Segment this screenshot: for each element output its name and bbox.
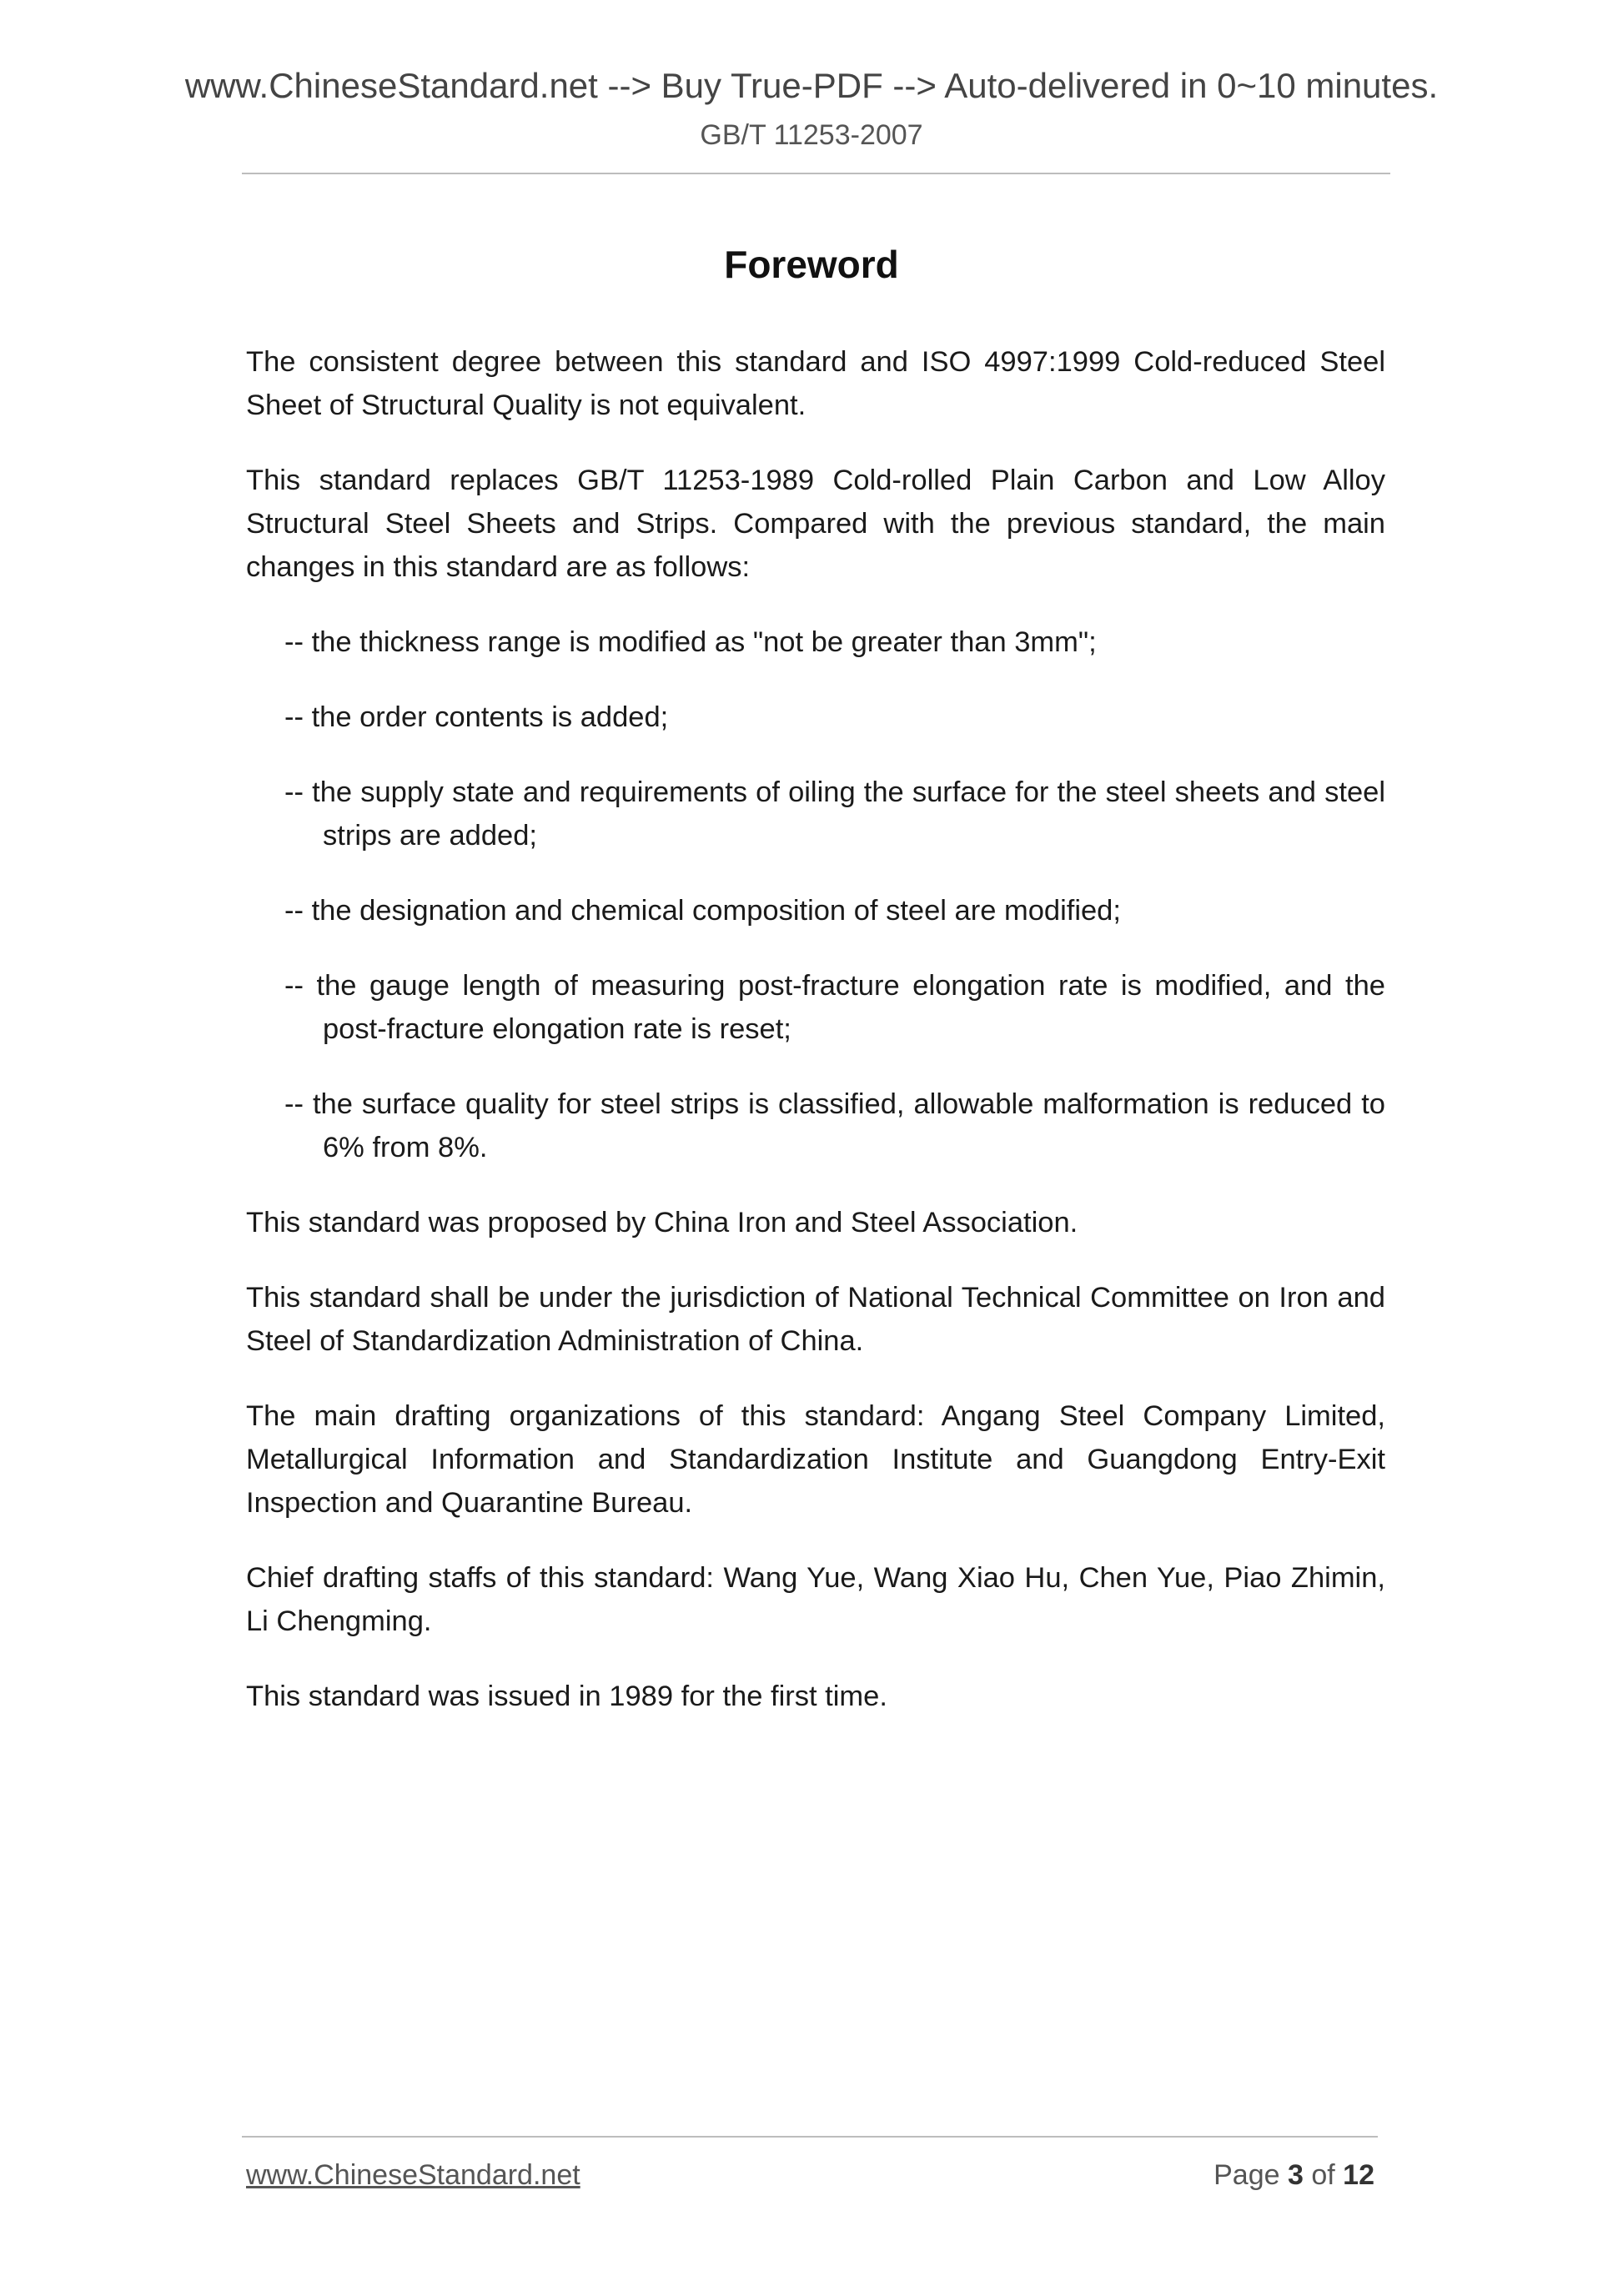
page-of: of [1311,2159,1335,2191]
change-item: -- the gauge length of measuring post-fracture elongation rate is modified, and the post-fracture elongation rate is reset; [284,970,1385,1045]
page-title: Foreword [724,243,899,286]
change-item: -- the supply state and requirements of oiling the surface for the steel sheets and steel strips are added; [284,776,1385,852]
change-item: -- the order contents is added; [284,701,669,733]
page-total: 12 [1343,2159,1374,2191]
header-divider [242,173,1390,174]
header-banner: www.ChineseStandard.net --> Buy True-PDF --> Auto-delivered in 0~10 minutes. [184,66,1439,105]
change-item: -- the designation and chemical composition of steel are modified; [284,895,1121,927]
page-current: 3 [1287,2159,1304,2191]
paragraph-replaces: This standard replaces GB/T 11253-1989 Cold-rolled Plain Carbon and Low Alloy Structural Steel Sheets and Strips. Compared with the previous standard, the main changes in this standard are as follows: [246,465,1385,583]
paragraph-drafting-staff: Chief drafting staffs of this standard: Wang Yue, Wang Xiao Hu, Chen Yue, Piao Zhimin, Li Chengming. [246,1562,1385,1637]
paragraph-first-issue: This standard was issued in 1989 for the first time. [246,1681,887,1712]
paragraph-proposed-by: This standard was proposed by China Iron and Steel Association. [246,1207,1078,1238]
header-standard-id: GB/T 11253-2007 [700,119,923,151]
paragraph-equivalence: The consistent degree between this standard and ISO 4997:1999 Cold-reduced Steel Sheet of Structural Quality is not equivalent. [246,346,1385,421]
document-body [246,340,1385,1750]
change-item: -- the thickness range is modified as "not be greater than 3mm"; [284,626,1097,658]
footer-divider [242,2136,1378,2138]
footer-site-link[interactable]: www.ChineseStandard.net [246,2159,580,2191]
page-prefix: Page [1213,2159,1280,2191]
page-number [1213,2158,1374,2193]
change-item: -- the surface quality for steel strips is classified, allowable malformation is reduced to 6% from 8%. [284,1088,1385,1163]
paragraph-drafting-organizations: The main drafting organizations of this standard: Angang Steel Company Limited, Metallurgical Information and Standardization Institute and Guangdong Entry-Exit Inspection and Quarantine Bureau. [246,1400,1385,1519]
paragraph-jurisdiction: This standard shall be under the jurisdiction of National Technical Committee on Iron and Steel of Standardization Administration of China. [246,1282,1385,1357]
